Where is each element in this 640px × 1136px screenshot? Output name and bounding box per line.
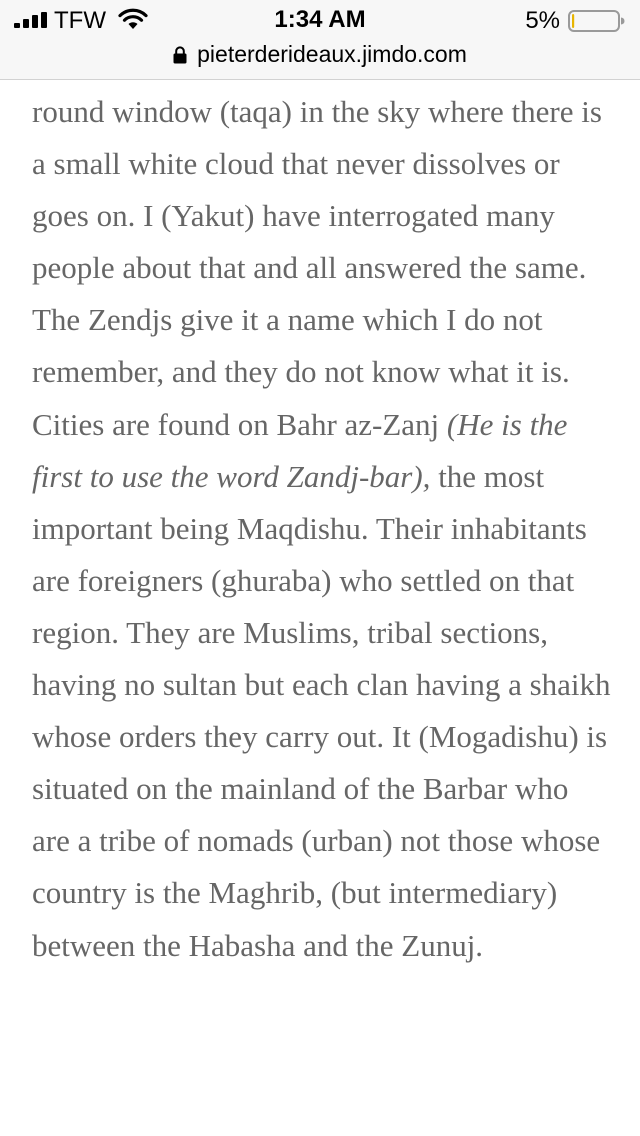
battery-percentage: 5% xyxy=(525,7,560,34)
carrier-name: TFW xyxy=(54,7,106,34)
article-paragraph: round window (taqa) in the sky where there is a small white cloud that never dissolves or goes on. I (Yakut) have interrogated many people about that and all answered the same. The Zendjs give it a name which I do not remember, and they do not know what it is. xyxy=(32,94,602,390)
url-text: pieterderideaux.jimdo.com xyxy=(197,41,467,67)
lock-icon xyxy=(173,46,187,64)
article-body xyxy=(32,86,612,972)
article-paragraph xyxy=(32,399,612,972)
status-bar xyxy=(0,0,640,40)
paragraph-text: Cities are found on Bahr az-Zanj xyxy=(32,406,447,442)
url-display[interactable] xyxy=(0,40,640,72)
battery-icon xyxy=(568,10,626,32)
browser-address-bar[interactable] xyxy=(0,40,640,80)
status-time: 1:34 AM xyxy=(274,6,366,33)
italic-aside: (He is the first to use the word Zandj-bar), xyxy=(32,406,568,494)
paragraph-text: the most important being Maqdishu. Their inhabitants are foreigners (ghuraba) who settled on that region. They are Muslims, tribal sections, having no sultan but each clan having a shaikh whose orders they carry out. It (Mogadishu) is situated on the mainland of the Barbar who are a tribe of nomads (urban) not those whose country is the Maghrib, (but intermediary) between the Habasha and the Zunuj. xyxy=(32,458,611,963)
battery-level-fill xyxy=(572,14,574,28)
